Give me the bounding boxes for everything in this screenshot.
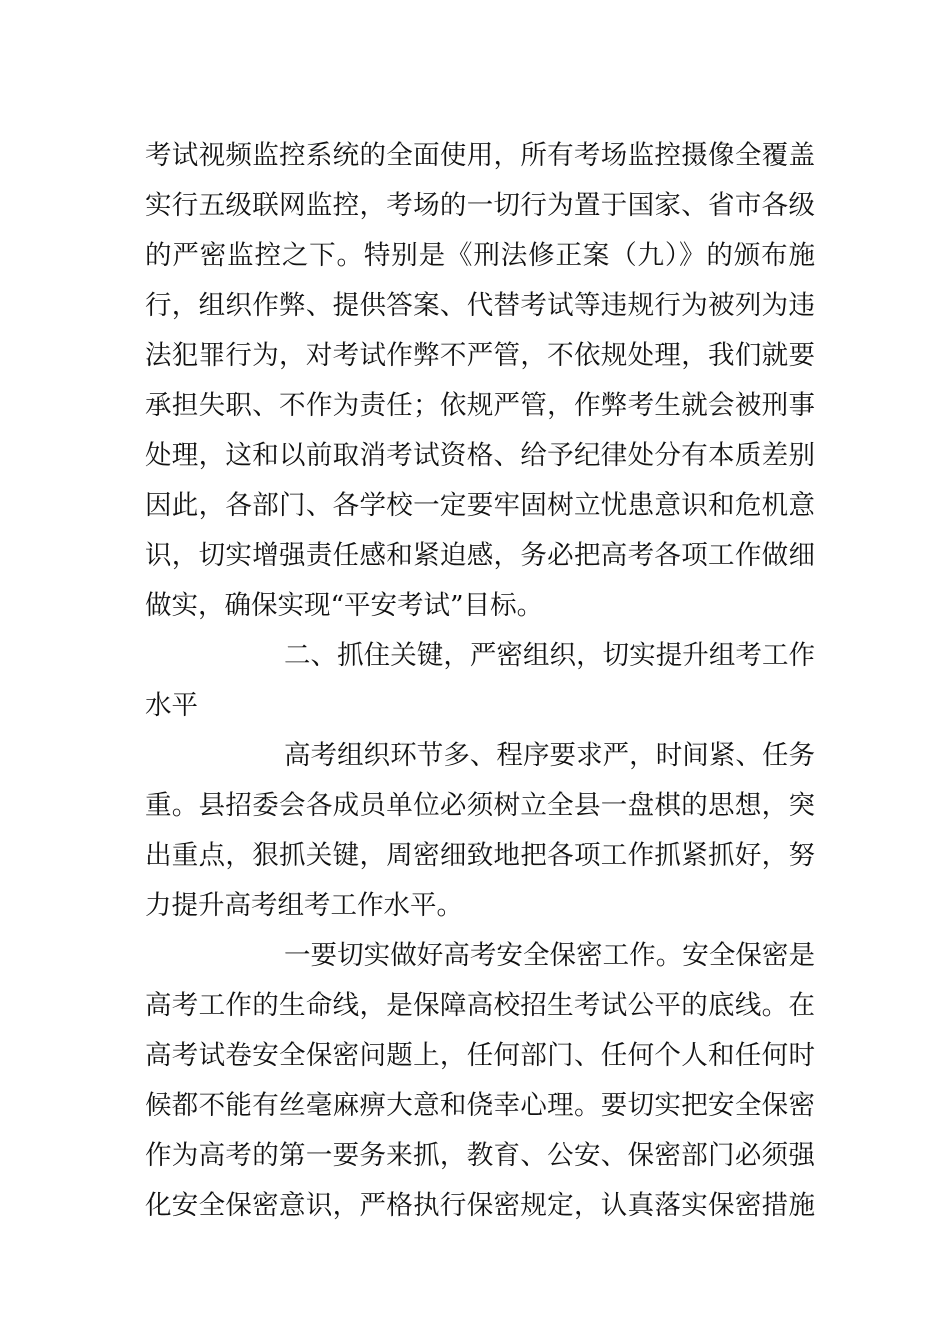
section-heading: 二、抓住关键，严密组织，切实提升组考工作 xyxy=(284,640,815,671)
text-line: 处理，这和以前取消考试资格、给予纪律处分有本质差别 xyxy=(145,440,815,471)
body-text xyxy=(145,131,815,1231)
text-line: 法犯罪行为，对考试作弊不严管，不依规处理，我们就要 xyxy=(145,340,815,371)
text-line: 识，切实增强责任感和紧迫感，务必把高考各项工作做细 xyxy=(145,540,815,571)
section-heading-continued: 水平 xyxy=(145,690,198,721)
text-line: 承担失职、不作为责任；依规严管，作弊考生就会被刑事 xyxy=(145,390,815,421)
text-line: 实行五级联网监控，考场的一切行为置于国家、省市各级 xyxy=(145,190,815,221)
text-line: 作为高考的第一要务来抓，教育、公安、保密部门必须强 xyxy=(145,1140,815,1171)
text-line: 的严密监控之下。特别是《刑法修正案（九）》的颁布施 xyxy=(145,240,815,271)
text-line: 高考工作的生命线，是保障高校招生考试公平的底线。在 xyxy=(145,990,815,1021)
text-line: 出重点，狠抓关键，周密细致地把各项工作抓紧抓好，努 xyxy=(145,840,815,871)
text-line: 化安全保密意识，严格执行保密规定，认真落实保密措施 xyxy=(145,1190,815,1221)
text-line: 候都不能有丝毫麻痹大意和侥幸心理。要切实把安全保密 xyxy=(145,1090,815,1121)
paragraph-start: 一要切实做好高考安全保密工作。安全保密是 xyxy=(284,940,815,971)
text-line: 力提升高考组考工作水平。 xyxy=(145,890,463,921)
text-line: 因此，各部门、各学校一定要牢固树立忧患意识和危机意 xyxy=(145,490,815,521)
paragraph-start: 高考组织环节多、程序要求严，时间紧、任务 xyxy=(284,740,815,771)
text-line: 高考试卷安全保密问题上，任何部门、任何个人和任何时 xyxy=(145,1040,815,1071)
text-line: 重。县招委会各成员单位必须树立全县一盘棋的思想，突 xyxy=(145,790,815,821)
text-line: 行，组织作弊、提供答案、代替考试等违规行为被列为违 xyxy=(145,290,815,321)
text-line: 考试视频监控系统的全面使用，所有考场监控摄像全覆盖 xyxy=(145,140,815,171)
text-line: 做实，确保实现“平安考试”目标。 xyxy=(145,590,544,621)
